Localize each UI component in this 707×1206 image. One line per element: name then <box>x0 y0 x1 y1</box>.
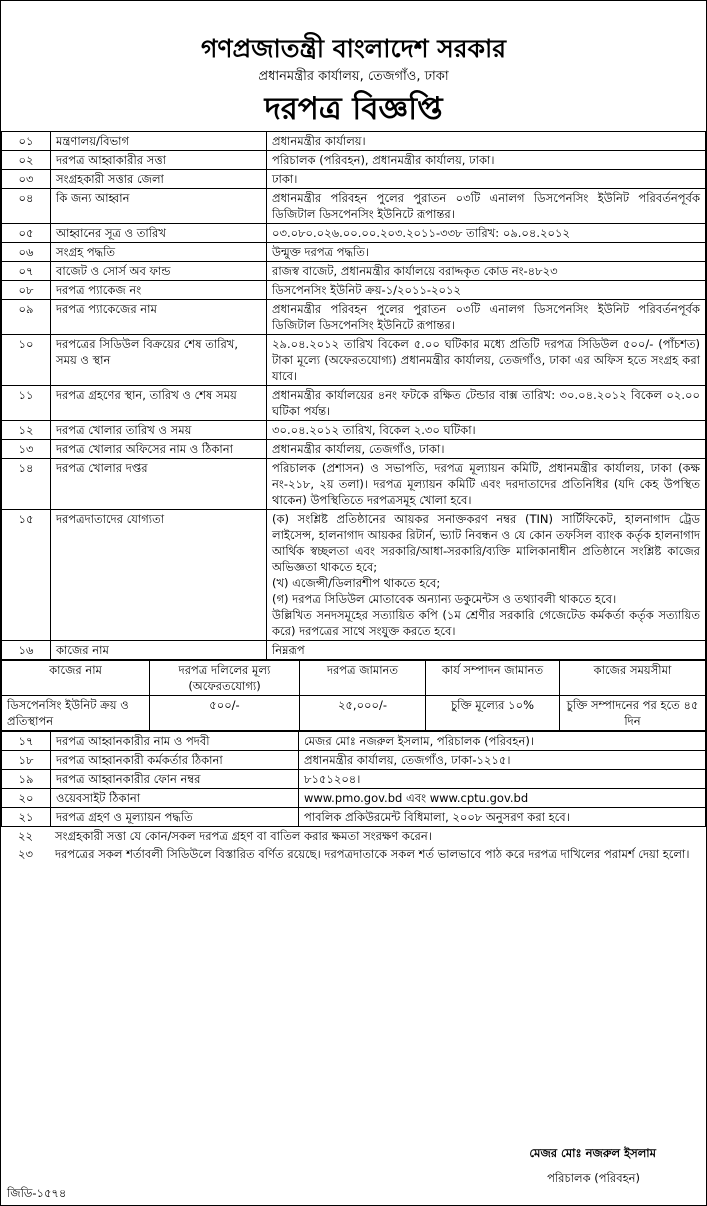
signatory-title: পরিচালক (পরিবহন) <box>547 1171 640 1185</box>
table-row <box>2 262 706 281</box>
table-row <box>2 300 706 335</box>
table-row <box>2 751 706 770</box>
work-cell: ৫০০/- <box>150 696 300 731</box>
serial-number: ০৬ <box>2 243 51 262</box>
tender-info-table <box>1 131 706 660</box>
field-value: মেজর মোঃ নজরুল ইসলাম, পরিচালক (পরিবহন)। <box>299 732 706 751</box>
field-value: প্রধানমন্ত্রীর কার্যালয়। <box>267 132 706 151</box>
notes-list <box>1 827 706 863</box>
serial-number: ১০ <box>2 335 51 386</box>
note-text: দরপত্রের সকল শর্তাবলী সিডিউলে বিস্তারিত বর্ণিত রয়েছে। দরপত্রদাতাকে সকল শর্ত ভালভাবে পাঠ করে দরপত্র দাখিলের পরামর্শ দেয়া হলো। <box>55 847 690 861</box>
field-label: দরপত্র খোলার তারিখ ও সময় <box>51 421 267 440</box>
field-value: প্রধানমন্ত্রীর কার্যালয়, তেজগাঁও, ঢাকা। <box>267 440 706 459</box>
field-label: দরপত্র আহ্বানকারীর ফোন নম্বর <box>51 770 299 789</box>
serial-number: ০৯ <box>2 300 51 335</box>
serial-number: ০৩ <box>2 170 51 189</box>
government-title: গণপ্রজাতন্ত্রী বাংলাদেশ সরকার <box>201 34 506 63</box>
header <box>1 1 706 131</box>
qualification-note: উল্লিখিত সনদসমূহের সত্যায়িত কপি (১ম শ্রেণীর সরকারি গেজেটেড কর্মকর্তা কর্তৃক সত্যায়িত করে) দরপত্রের সাথে সংযুক্ত করতে হবে। <box>272 608 700 638</box>
table-row <box>2 808 706 827</box>
field-label: সংগ্রহ পদ্ধতি <box>51 243 267 262</box>
field-value: ডিসপেনসিং ইউনিট ক্রয়-১/২০১১-২০১২ <box>267 281 706 300</box>
table-row <box>2 732 706 751</box>
table-row <box>2 770 706 789</box>
contact-info-table <box>1 731 706 827</box>
serial-number: ১৬ <box>2 641 51 660</box>
field-value: নিম্নরূপ <box>267 641 706 660</box>
field-value: পরিচালক (পরিবহন), প্রধানমন্ত্রীর কার্যালয়, ঢাকা। <box>267 151 706 170</box>
qualification-c: (গ) দরপত্র সিডিউল মোতাবেক অন্যান্য ডকুমেন্টস ও তথ্যাবলী থাকতে হবে। <box>272 592 617 606</box>
serial-number: ২৩ <box>18 847 33 861</box>
serial-number: ১২ <box>2 421 51 440</box>
work-header-row <box>2 661 706 696</box>
table-row <box>2 641 706 660</box>
serial-number: ০২ <box>2 151 51 170</box>
field-label: দরপত্র খোলার দপ্তর <box>51 459 267 510</box>
field-label: সংগ্রহকারী সত্তার জেলা <box>51 170 267 189</box>
field-value: ৮১৫১২০৪। <box>299 770 706 789</box>
work-header-cell: দরপত্র জামানত <box>300 661 426 696</box>
field-label: দরপত্র আহ্বাকারীর সত্তা <box>51 151 267 170</box>
field-value: ঢাকা। <box>267 170 706 189</box>
table-row <box>2 132 706 151</box>
field-label: কি জন্য আহ্বান <box>51 189 267 224</box>
notice-title: দরপত্র বিজ্ঞপ্তি <box>264 91 443 127</box>
field-label: কাজের নাম <box>51 641 267 660</box>
serial-number: ০৫ <box>2 224 51 243</box>
table-row <box>2 335 706 386</box>
work-details-table <box>1 660 706 731</box>
serial-number: ০৭ <box>2 262 51 281</box>
table-row <box>2 151 706 170</box>
table-row <box>2 421 706 440</box>
field-value: www.pmo.gov.bd এবং www.cptu.gov.bd <box>299 789 706 808</box>
field-value: উন্মুক্ত দরপত্র পদ্ধতি। <box>267 243 706 262</box>
table-row <box>2 510 706 641</box>
work-cell: চুক্তি মূল্যের ১০% <box>426 696 560 731</box>
table-row <box>2 440 706 459</box>
work-cell: চুক্তি সম্পাদনের পর হতে ৪৫ দিন <box>560 696 706 731</box>
field-label: ওয়েবসাইট ঠিকানা <box>51 789 299 808</box>
field-label: দরপত্র খোলার অফিসের নাম ও ঠিকানা <box>51 440 267 459</box>
field-value <box>267 510 706 641</box>
field-value: প্রধানমন্ত্রীর পরিবহন পুলের পুরাতন ০৩টি এনালগ ডিসপেনসিং ইউনিট পরিবর্তনপূর্বক ডিজিটাল ডিসপেনসিং ইউনিটে রূপান্তর। <box>267 189 706 224</box>
qualification-a: (ক) সংশ্লিষ্ট প্রতিষ্ঠানের আয়কর সনাক্তকরণ নম্বর (TIN) সার্টিফিকেট, হালনাগাদ ট্রেড লাইসেন্স, হালনাগাদ আয়কর রিটার্ন, ভ্যাট নিবন্ধন ও যে কোন তফসিল ব্যাংক কর্তৃক হালনাগাদ আর্থিক স্বচ্ছলতা এবং সরকারি/আধা-সরকারি/ব্যক্তি মালিকানাধীন প্রতিষ্ঠানে সংশ্লিষ্ট কাজের অভিজ্ঞতা থাকতে হবে; <box>272 512 700 574</box>
field-label: দরপত্র আহ্বানকারীর নাম ও পদবী <box>51 732 299 751</box>
serial-number: ২২ <box>18 829 33 843</box>
serial-number: ১৭ <box>2 732 51 751</box>
field-value: পাবলিক প্রকিউরমেন্ট বিধিমালা, ২০০৮ অনুসরণ করা হবে। <box>299 808 706 827</box>
field-label: বাজেট ও সোর্স অব ফান্ড <box>51 262 267 281</box>
table-row <box>2 459 706 510</box>
field-label: দরপত্র প্যাকেজের নাম <box>51 300 267 335</box>
serial-number: ২১ <box>2 808 51 827</box>
work-cell: ২৫,০০০/- <box>300 696 426 731</box>
signature-block <box>1 1135 706 1205</box>
serial-number: ০৮ <box>2 281 51 300</box>
table-row <box>2 281 706 300</box>
table-row <box>2 170 706 189</box>
serial-number: ১৮ <box>2 751 51 770</box>
serial-number: ১৯ <box>2 770 51 789</box>
field-value: পরিচালক (প্রশাসন) ও সভাপতি, দরপত্র মূল্যায়ন কমিটি, প্রধানমন্ত্রীর কার্যালয়, ঢাকা (কক্ষ নং-২১৮, ২য় তলা)। দরপত্র মূল্যায়ন কমিটি এবং দরদাতাদের প্রতিনিধির (যদি কেহ উপস্থিত থাকেন) উপস্থিতিতে দরপত্রসমূহ খোলা হবে। <box>267 459 706 510</box>
note-text: সংগ্রহকারী সত্তা যে কোন/সকল দরপত্র গ্রহণ বা বাতিল করার ক্ষমতা সংরক্ষণ করেন। <box>55 829 432 843</box>
qualification-b: (খ) এজেন্সী/ডিলারশীপ থাকতে হবে; <box>272 576 441 590</box>
note-item <box>1 827 706 845</box>
table-row <box>2 224 706 243</box>
work-header-cell: দরপত্র দলিলের মূল্য (অফেরতযোগ্য) <box>150 661 300 696</box>
table-row <box>2 386 706 421</box>
work-data-row <box>2 696 706 731</box>
work-header-cell: কাজের নাম <box>2 661 150 696</box>
serial-number: ০১ <box>2 132 51 151</box>
field-label: দরপত্র আহ্বানকারী কর্মকর্তার ঠিকানা <box>51 751 299 770</box>
field-value: প্রধানমন্ত্রীর কার্যালয়, তেজগাঁও, ঢাকা-১২১৫। <box>299 751 706 770</box>
field-label: দরপত্র গ্রহণের স্থান, তারিখ ও শেষ সময় <box>51 386 267 421</box>
field-label: দরপত্র প্যাকেজ নং <box>51 281 267 300</box>
field-label: দরপত্রের সিডিউল বিক্রয়ের শেষ তারিখ, সময় ও স্থান <box>51 335 267 386</box>
field-label: আহ্বানের সূত্র ও তারিখ <box>51 224 267 243</box>
serial-number: ২০ <box>2 789 51 808</box>
field-label: দরপত্রদাতাদের যোগ্যতা <box>51 510 267 641</box>
field-value: প্রধানমন্ত্রীর পরিবহন পুলের পুরাতন ০৩টি এনালগ ডিসপেনসিং ইউনিট পরিবর্তনপূর্বক ডিজিটাল ডিসপেনসিং ইউনিটে রূপান্তর। <box>267 300 706 335</box>
reference-number: জিডি-১৫৭৪ <box>7 1186 67 1200</box>
table-row <box>2 243 706 262</box>
field-label: মন্ত্রণালয়/বিভাগ <box>51 132 267 151</box>
serial-number: ১১ <box>2 386 51 421</box>
serial-number: ০৪ <box>2 189 51 224</box>
work-cell: ডিসপেনসিং ইউনিট ক্রয় ও প্রতিস্থাপন <box>2 696 150 731</box>
field-value: ২৯.০৪.২০১২ তারিখ বিকেল ৫.০০ ঘটিকার মধ্যে প্রতিটি দরপত্র সিডিউল ৫০০/- (পাঁচশত) টাকা মূল্যে (অফেরতযোগ্য) প্রধানমন্ত্রীর কার্যালয়, তেজগাঁও, ঢাকা এর অফিস হতে সংগ্রহ করা যাবে। <box>267 335 706 386</box>
office-address: প্রধানমন্ত্রীর কার্যালয়, তেজগাঁও, ঢাকা <box>258 69 449 84</box>
serial-number: ১৪ <box>2 459 51 510</box>
table-row <box>2 789 706 808</box>
note-item <box>1 845 706 863</box>
work-header-cell: কার্য সম্পাদন জামানত <box>426 661 560 696</box>
field-value: ৩০.০৪.২০১২ তারিখ, বিকেল ২.৩০ ঘটিকা। <box>267 421 706 440</box>
field-value: ০৩.০৮০.০২৬.০০.০০.২০৩.২০১১-৩৩৮ তারিখ: ০৯.০৪.২০১২ <box>267 224 706 243</box>
serial-number: ১৩ <box>2 440 51 459</box>
table-row <box>2 189 706 224</box>
signatory-name: মেজর মোঃ নজরুল ইসলাম <box>529 1146 656 1160</box>
field-label: দরপত্র গ্রহণ ও মূল্যায়ন পদ্ধতি <box>51 808 299 827</box>
field-value: রাজস্ব বাজেট, প্রধানমন্ত্রীর কার্যালয়ে বরাদ্দকৃত কোড নং-৪৮২৩ <box>267 262 706 281</box>
field-value: প্রধানমন্ত্রীর কার্যালয়ের ৪নং ফটকে রক্ষিত টেন্ডার বাক্স তারিখ: ৩০.০৪.২০১২ বিকেল ০২.০০ ঘটিকা পর্যন্ত। <box>267 386 706 421</box>
work-header-cell: কাজের সময়সীমা <box>560 661 706 696</box>
serial-number: ১৫ <box>2 510 51 641</box>
